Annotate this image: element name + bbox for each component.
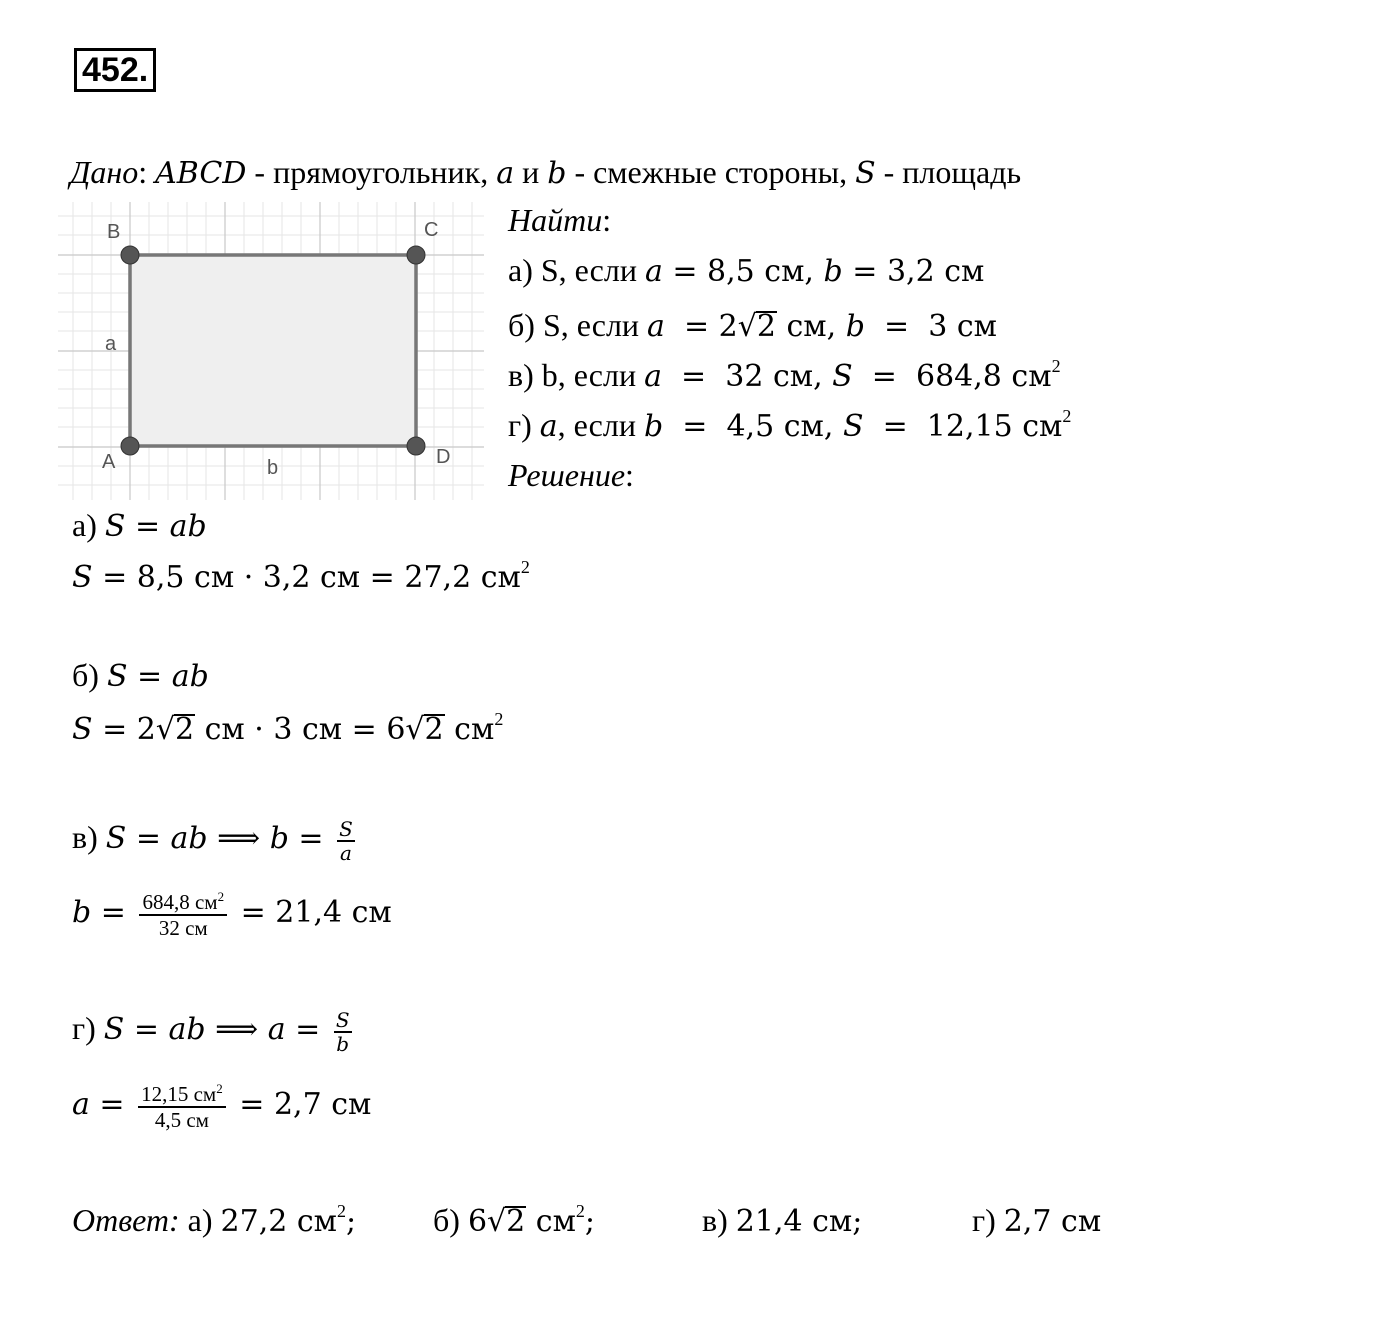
solution-d-frac-den: b	[336, 1031, 350, 1056]
solution-a-lhs: S	[72, 560, 93, 595]
label-side-b: b	[267, 457, 279, 479]
given-line: Дано: ABCD - прямоугольник, a и b - смежные стороны, S - площадь	[70, 154, 1022, 191]
find-c-var-a: a	[644, 359, 662, 394]
solution-b-lhs: S	[72, 712, 93, 747]
find-a-var-a: a	[644, 254, 663, 289]
solution-c-fraction-s-over-a	[337, 818, 355, 864]
find-c-eq2: = 684,8 см	[852, 359, 1052, 394]
answer-part-c	[702, 1200, 862, 1242]
solution-d-eq: =	[89, 1087, 135, 1122]
solution-b-formula-text: S = ab	[106, 659, 209, 694]
find-item-a	[508, 250, 984, 292]
solution-c-formula-text: S = ab ⟹ b =	[105, 821, 334, 856]
find-c-sup: 2	[1051, 356, 1061, 376]
solution-c-frac-den: a	[339, 840, 352, 865]
solution-c-den: 32 см	[158, 915, 208, 940]
answer-part-a	[72, 1200, 356, 1242]
find-d-var-s: S	[842, 409, 864, 444]
given-abcd: ABCD	[155, 156, 247, 191]
answer-b-radicand: 2	[506, 1204, 526, 1239]
solution-d-frac-num: S	[335, 1007, 350, 1032]
answer-label: Ответ:	[72, 1202, 180, 1238]
solution-d-lhs: a	[72, 1087, 90, 1122]
solution-b-sup: 2	[494, 709, 504, 729]
task-number-box: 452.	[74, 48, 156, 92]
solution-d-num: 12,15 см	[141, 1081, 217, 1106]
find-b-prefix: б) S, если	[508, 307, 648, 343]
solution-d-calc	[72, 1070, 371, 1138]
solution-d-fraction	[138, 1082, 226, 1132]
solution-d-den: 4,5 см	[154, 1107, 209, 1132]
point-d	[407, 437, 425, 455]
answer-b-head: б)	[433, 1202, 468, 1238]
solution-c-eq: =	[91, 895, 136, 930]
find-a-eq1: = 8,5 см,	[662, 254, 824, 289]
find-c-prefix: в) b, если	[508, 357, 645, 393]
solution-a-head: а)	[72, 507, 105, 543]
find-d-p2: , если	[557, 407, 644, 443]
answer-d-head: г)	[972, 1202, 1004, 1238]
answer-b-value-2: см	[526, 1204, 576, 1239]
find-d-eq2: = 12,15 см	[863, 409, 1063, 444]
solution-a-calc	[72, 556, 530, 598]
given-var-b: b	[547, 156, 567, 191]
find-d-eq1: = 4,5 см,	[663, 409, 843, 444]
find-d-p1: г)	[508, 407, 540, 443]
rectangle-figure	[58, 202, 484, 500]
point-b	[121, 246, 139, 264]
solution-c-num-sup: 2	[217, 888, 225, 904]
find-b-var-a: a	[647, 309, 665, 344]
find-item-b	[508, 305, 997, 347]
solution-d-num-sup: 2	[216, 1080, 223, 1096]
find-a-eq2: = 3,2 см	[842, 254, 985, 289]
solution-b-c1: = 2√	[92, 712, 175, 747]
find-b-eq1b: см,	[776, 309, 846, 344]
solution-a-formula-text: S = ab	[104, 509, 207, 544]
answer-c-value: 21,4 см;	[735, 1204, 863, 1239]
find-b-eq2: = 3 см	[864, 309, 997, 344]
given-var-a: a	[496, 156, 515, 191]
answer-a-value: 27,2 см	[220, 1204, 337, 1239]
label-a: A	[102, 451, 116, 473]
label-side-a: a	[105, 333, 117, 355]
solution-b-head: б)	[72, 657, 107, 693]
solution-c-lhs: b	[72, 895, 92, 930]
find-c-var-s: S	[832, 359, 853, 394]
solution-c-head: в)	[72, 819, 106, 855]
given-text-2: и	[514, 154, 548, 190]
find-d-sup: 2	[1062, 406, 1072, 426]
solution-d-fraction-s-over-b	[334, 1009, 352, 1055]
answer-c-head: в)	[702, 1202, 736, 1238]
solution-d-num-wrap	[138, 1082, 226, 1108]
answer-part-b	[433, 1200, 595, 1242]
given-text-3: - смежные стороны,	[566, 154, 856, 190]
solution-b-radicand-1: 2	[174, 712, 195, 747]
solution-c-num-wrap	[139, 890, 227, 916]
given-text-1: - прямоугольник,	[246, 154, 497, 190]
solution-b-c3: см	[444, 712, 495, 747]
find-label: Найти	[508, 202, 603, 238]
solution-heading: Решение:	[508, 457, 634, 493]
find-a-prefix: а) S, если	[508, 252, 645, 288]
given-text-4: - площадь	[875, 154, 1022, 190]
answer-part-d	[972, 1200, 1101, 1242]
solution-c-result: = 21,4 см	[231, 895, 392, 930]
point-a	[121, 437, 139, 455]
solution-label: Решение	[508, 457, 626, 493]
find-d-var-b: b	[643, 409, 664, 444]
solution-b-c2: см · 3 см = 6√	[195, 712, 425, 747]
solution-d-head: г)	[72, 1010, 104, 1046]
solution-c-frac-num: S	[339, 816, 353, 841]
given-label: Дано	[70, 154, 139, 190]
solution-b-radicand-2: 2	[424, 712, 444, 747]
answer-a-sup: 2	[337, 1201, 346, 1221]
solution-b-formula	[72, 655, 209, 697]
solution-d-formula-text: S = ab ⟹ a =	[103, 1012, 330, 1047]
solution-a-formula	[72, 505, 207, 547]
find-item-c	[508, 355, 1061, 397]
solution-a-calc-text: = 8,5 см · 3,2 см = 27,2 см	[92, 560, 521, 595]
find-d-var-a: a	[539, 409, 558, 444]
find-item-d	[508, 405, 1071, 447]
find-a-var-b: b	[823, 254, 843, 289]
find-heading: Найти:	[508, 202, 612, 238]
solution-d-result: = 2,7 см	[229, 1087, 372, 1122]
solution-d-formula	[72, 997, 356, 1061]
solution-c-num: 684,8 см	[142, 889, 218, 914]
label-b: B	[107, 221, 121, 243]
answer-b-tail: ;	[584, 1204, 596, 1239]
solution-c-formula	[72, 806, 359, 870]
answer-a-tail: ;	[346, 1204, 357, 1239]
solution-a-sup: 2	[520, 557, 530, 577]
solution-b-calc	[72, 708, 503, 750]
answer-d-value: 2,7 см	[1003, 1204, 1102, 1239]
find-b-eq1a: = 2√	[664, 309, 757, 344]
find-c-eq1: = 32 см,	[661, 359, 833, 394]
label-d: D	[436, 446, 451, 468]
given-var-s: S	[855, 156, 876, 191]
find-b-var-b: b	[845, 309, 865, 344]
rectangle-abcd	[130, 255, 416, 446]
solution-c-calc	[72, 878, 392, 946]
answer-a-head: а)	[179, 1202, 221, 1238]
find-b-radicand: 2	[756, 309, 776, 344]
solution-c-fraction	[139, 890, 227, 940]
answer-b-value-1: 6√	[467, 1204, 507, 1239]
answer-b-sup: 2	[575, 1201, 585, 1221]
point-c	[407, 246, 425, 264]
label-c: C	[424, 219, 439, 241]
